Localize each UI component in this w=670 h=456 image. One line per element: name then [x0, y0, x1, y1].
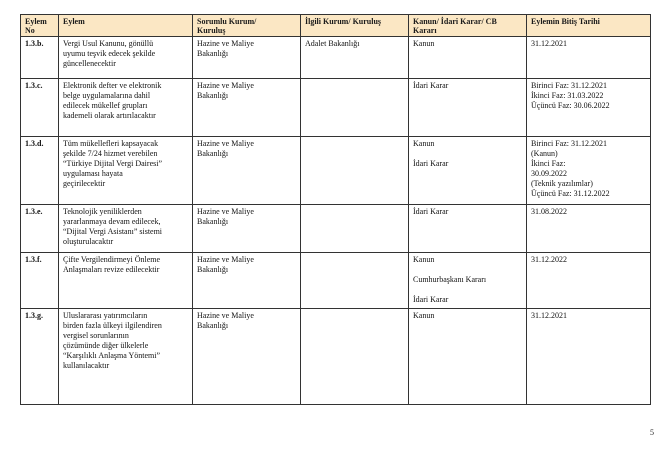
cell-line: (Teknik yazılımlar) [531, 179, 593, 188]
cell-line: kademeli olarak artırılacaktır [63, 111, 156, 120]
cell-line: birden fazla ülkeyi ilgilendiren [63, 321, 162, 330]
table-row [21, 79, 651, 137]
action-code: 1.3.f. [25, 255, 42, 264]
cell-line: çözümünde diğer ülkelerle [63, 341, 149, 350]
header-text: Sorumlu Kurum/ [197, 17, 257, 26]
cell-line: 31.12.2021 [531, 311, 567, 320]
related-cell [301, 37, 409, 79]
deadline-cell [527, 37, 651, 79]
action-code: 1.3.g. [25, 311, 43, 320]
cell-line: “Karşılıklı Anlaşma Yöntemi” [63, 351, 161, 360]
cell-line: vergisel sorunlarının [63, 331, 129, 340]
action-code-cell [21, 37, 59, 79]
related-cell [301, 205, 409, 253]
cell-line: Hazine ve Maliye [197, 139, 254, 148]
header-text: Kararı [413, 26, 437, 35]
cell-line: Hazine ve Maliye [197, 81, 254, 90]
cell-line: Adalet Bakanlığı [305, 39, 360, 48]
action-code-cell [21, 253, 59, 309]
header-text: No [25, 26, 35, 35]
header-responsible [193, 15, 301, 37]
responsible-cell [193, 205, 301, 253]
deadline-cell [527, 253, 651, 309]
action-code-cell [21, 79, 59, 137]
action-cell [59, 253, 193, 309]
table-row [21, 37, 651, 79]
line-spacer [413, 149, 522, 159]
cell-line: Bakanlığı [197, 217, 229, 226]
related-cell [301, 137, 409, 205]
action-cell [59, 205, 193, 253]
cell-line: Hazine ve Maliye [197, 207, 254, 216]
cell-line: (Kanun) [531, 149, 558, 158]
line-spacer [413, 265, 522, 275]
action-code: 1.3.b. [25, 39, 44, 48]
action-code-cell [21, 205, 59, 253]
cell-line: İkinci Faz: 31.03.2022 [531, 91, 604, 100]
responsible-cell [193, 253, 301, 309]
cell-line: İkinci Faz: [531, 159, 566, 168]
header-related [301, 15, 409, 37]
action-code: 1.3.c. [25, 81, 43, 90]
cell-line: Tüm mükellefleri kapsayacak [63, 139, 159, 148]
cell-line: Kanun [413, 139, 435, 148]
cell-line: 31.08.2022 [531, 207, 567, 216]
responsible-cell [193, 79, 301, 137]
action-plan-table [20, 14, 651, 405]
cell-line: Elektronik defter ve elektronik [63, 81, 162, 90]
cell-line: Birinci Faz: 31.12.2021 [531, 139, 607, 148]
decision-cell [409, 205, 527, 253]
deadline-cell [527, 309, 651, 405]
action-cell [59, 309, 193, 405]
action-cell [59, 79, 193, 137]
header-action [59, 15, 193, 37]
related-cell [301, 309, 409, 405]
header-text: İlgili Kurum/ Kuruluş [305, 17, 382, 26]
cell-line: Kanun [413, 311, 435, 320]
header-text: Eylemin Bitiş Tarihi [531, 17, 600, 26]
action-cell [59, 37, 193, 79]
action-code-cell [21, 137, 59, 205]
cell-line: İdari Karar [413, 159, 449, 168]
cell-line: Hazine ve Maliye [197, 39, 254, 48]
cell-line: Çifte Vergilendirmeyi Önleme [63, 255, 161, 264]
cell-line: kullanılacaktır [63, 361, 110, 370]
cell-line: Bakanlığı [197, 321, 229, 330]
cell-line: Üçüncü Faz: 30.06.2022 [531, 101, 610, 110]
cell-line: Bakanlığı [197, 265, 229, 274]
decision-cell [409, 37, 527, 79]
cell-line: Kanun [413, 39, 435, 48]
table-row [21, 253, 651, 309]
cell-line: Üçüncü Faz: 31.12.2022 [531, 189, 610, 198]
table-header [21, 15, 651, 37]
cell-line: Anlaşmaları revize edilecektir [63, 265, 160, 274]
related-cell [301, 79, 409, 137]
decision-cell [409, 79, 527, 137]
cell-line: Hazine ve Maliye [197, 311, 254, 320]
deadline-cell [527, 137, 651, 205]
deadline-cell [527, 205, 651, 253]
header-action-no [21, 15, 59, 37]
cell-line: Cumhurbaşkanı Kararı [413, 275, 487, 284]
header-text: Eylem [25, 17, 47, 26]
header-text: Kanun/ İdari Karar/ CB [413, 17, 497, 26]
header-text: Kuruluş [197, 26, 226, 35]
header-text: Eylem [63, 17, 85, 26]
cell-line: uygulaması hayata [63, 169, 123, 178]
action-cell [59, 137, 193, 205]
cell-line: Kanun [413, 255, 435, 264]
header-deadline [527, 15, 651, 37]
cell-line: belge uygulamalarına dahil [63, 91, 151, 100]
table-row [21, 205, 651, 253]
cell-line: yararlanmaya devam edilecek, [63, 217, 161, 226]
related-cell [301, 253, 409, 309]
header-row [21, 15, 651, 37]
cell-line: İdari Karar [413, 81, 449, 90]
responsible-cell [193, 309, 301, 405]
action-code: 1.3.e. [25, 207, 43, 216]
cell-line: Birinci Faz: 31.12.2021 [531, 81, 607, 90]
cell-line: güncellenecektir [63, 59, 116, 68]
page-number: 5 [650, 428, 654, 437]
cell-line: Hazine ve Maliye [197, 255, 254, 264]
cell-line: İdari Karar [413, 295, 449, 304]
cell-line: Vergi Usul Kanunu, gönüllü [63, 39, 154, 48]
decision-cell [409, 309, 527, 405]
cell-line: Bakanlığı [197, 49, 229, 58]
cell-line: edilecek mükellef grupları [63, 101, 148, 110]
action-code-cell [21, 309, 59, 405]
cell-line: 31.12.2021 [531, 39, 567, 48]
cell-line: 31.12.2022 [531, 255, 567, 264]
decision-cell [409, 137, 527, 205]
cell-line: Bakanlığı [197, 91, 229, 100]
cell-line: şekilde 7/24 hizmet verebilen [63, 149, 158, 158]
cell-line: oluşturulacaktır [63, 237, 114, 246]
line-spacer [413, 285, 522, 295]
cell-line: “Dijital Vergi Asistanı” sistemi [63, 227, 163, 236]
responsible-cell [193, 37, 301, 79]
responsible-cell [193, 137, 301, 205]
cell-line: Teknolojik yeniliklerden [63, 207, 142, 216]
cell-line: İdari Karar [413, 207, 449, 216]
action-code: 1.3.d. [25, 139, 44, 148]
table-row [21, 137, 651, 205]
decision-cell [409, 253, 527, 309]
cell-line: geçirilecektir [63, 179, 106, 188]
cell-line: Bakanlığı [197, 149, 229, 158]
cell-line: uyumu teşvik edecek şekilde [63, 49, 156, 58]
table-row [21, 309, 651, 405]
deadline-cell [527, 79, 651, 137]
header-decision [409, 15, 527, 37]
table-body [21, 37, 651, 405]
cell-line: 30.09.2022 [531, 169, 567, 178]
cell-line: Uluslararası yatırımcıların [63, 311, 148, 320]
cell-line: “Türkiye Dijital Vergi Dairesi” [63, 159, 163, 168]
